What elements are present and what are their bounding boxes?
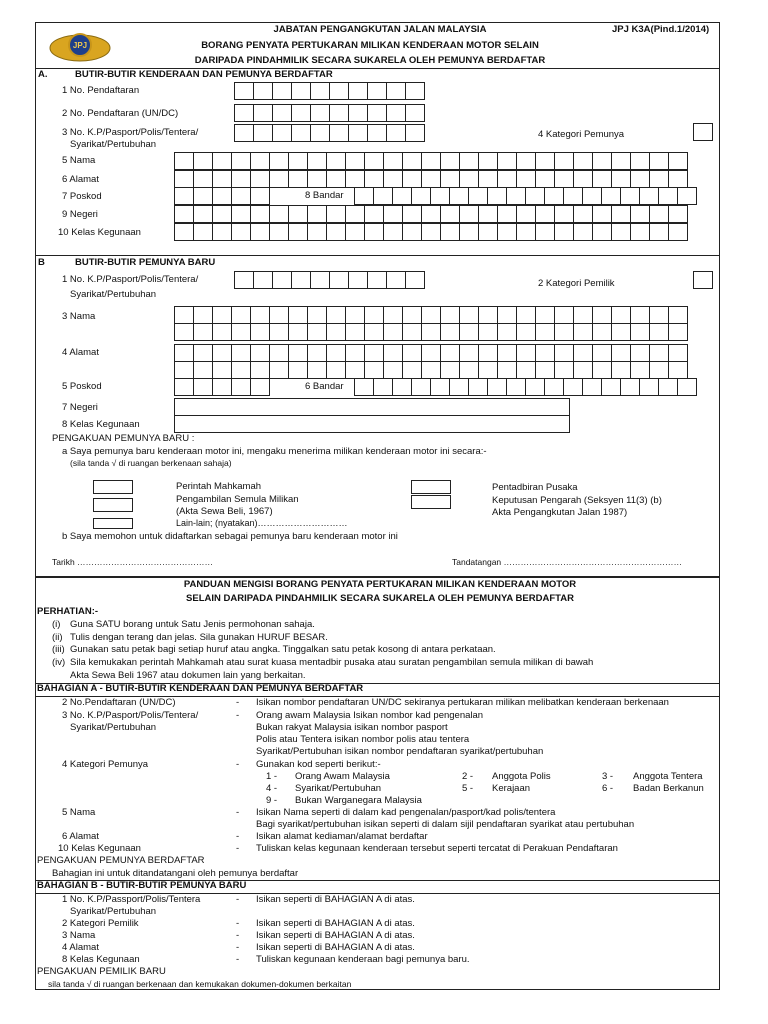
a-field-3-label: 3 No. K.P/Pasport/Polis/Tentera/: [62, 127, 199, 138]
note-1-text: Guna SATU borang untuk Satu Jenis permohonan sahaja.: [70, 619, 315, 630]
guide-a4-text: Gunakan kod seperti berikut:-: [256, 759, 381, 770]
declaration-a-note: (sila tanda √ di ruangan berkenaan sahaja): [70, 458, 232, 468]
b-field-8-label: 8 Kelas Kegunaan: [62, 419, 140, 430]
guide-part-a-title: BAHAGIAN A - BUTIR-BUTIR KENDERAAN DAN PEMUNYA BERDAFTAR: [37, 683, 364, 694]
b-field-1-label-cont: Syarikat/Pertubuhan: [70, 289, 157, 300]
b-field-7-label: 7 Negeri: [62, 402, 98, 413]
code-5-text: Kerajaan: [492, 783, 531, 794]
a-state-boxes[interactable]: [174, 205, 714, 223]
guide-b3-dash: -: [236, 930, 240, 941]
header-line3: DARIPADA PINDAHMILIK SECARA SUKARELA OLEH PEMUNYA BERDAFTAR: [194, 55, 546, 66]
guide-a5-dash: -: [236, 807, 240, 818]
code-4-text: Syarikat/Pertubuhan: [295, 783, 382, 794]
note-2-num: (ii): [52, 632, 63, 643]
date-field[interactable]: Tarikh …………………………………………: [52, 557, 214, 567]
checkbox-court-order[interactable]: [93, 480, 133, 494]
guide-b2-label: 2 Kategori Pemilik: [62, 918, 139, 929]
guide-pengakuan-b: PENGAKUAN PEMILIK BARU: [37, 966, 166, 977]
guide-a3-t4: Syarikat/Pertubuhan isikan nombor pendaftaran syarikat/pertubuhan: [256, 746, 544, 757]
section-b-letter: B: [38, 257, 45, 268]
guide-a2-text: Isikan nombor pendaftaran UN/DC sekiranya pertukaran milikan melibatkan kenderaan berkenaan: [256, 697, 669, 708]
code-2-num: 2 -: [462, 771, 474, 782]
guide-a3-label: 3 No. K.P/Pasport/Polis/Tentera/: [62, 710, 199, 721]
guide-a2-dash: -: [236, 697, 240, 708]
a-address-boxes[interactable]: [174, 170, 714, 188]
guide-a4-dash: -: [236, 759, 240, 770]
b-owner-category-box[interactable]: [693, 271, 713, 289]
guide-title-1: PANDUAN MENGISI BORANG PENYATA PERTUKARAN MILIKAN KENDERAAN MOTOR: [183, 579, 577, 590]
guide-a4-label: 4 Kategori Pemunya: [62, 759, 149, 770]
guide-b4-label: 4 Alamat: [62, 942, 99, 953]
guide-a10-dash: -: [236, 843, 240, 854]
b-field-3-label: 3 Nama: [62, 311, 96, 322]
guide-a6-text: Isikan alamat kediaman/alamat berdaftar: [256, 831, 428, 842]
b-city-boxes[interactable]: [354, 378, 714, 396]
note-4-cont: Akta Sewa Beli 1967 atau dokumen lain yang berkaitan.: [70, 670, 306, 681]
guide-a3-t1: Orang awam Malaysia Isikan nombor kad pengenalan: [256, 710, 484, 721]
b-address-boxes-row1[interactable]: [174, 344, 714, 362]
b-id-boxes[interactable]: [234, 271, 432, 289]
section-b-divider: [35, 255, 720, 256]
b-field-6-label: 6 Bandar: [305, 381, 344, 392]
guide-b4-text: Isikan seperti di BAHAGIAN A di atas.: [256, 942, 415, 953]
code-3-num: 3 -: [602, 771, 614, 782]
guide-a3-label-cont: Syarikat/Pertubuhan: [70, 722, 157, 733]
code-6-num: 6 -: [602, 783, 614, 794]
guide-b1-dash: -: [236, 894, 240, 905]
code-3-text: Anggota Tentera: [633, 771, 703, 782]
a-reg-no-boxes[interactable]: [234, 82, 432, 100]
guide-a3-t3: Polis atau Tentera isikan nombor polis atau tentera: [256, 734, 470, 745]
note-2-text: Tulis dengan terang dan jelas. Sila gunakan HURUF BESAR.: [70, 632, 328, 643]
a-usage-class-boxes[interactable]: [174, 223, 714, 241]
guide-a3-dash: -: [236, 710, 240, 721]
checkbox-director-decision[interactable]: [411, 495, 451, 509]
guide-b8-text: Tuliskan kegunaan kenderaan bagi pemunya baru.: [256, 954, 470, 965]
a-undc-boxes[interactable]: [234, 104, 432, 122]
guide-b8-label: 8 Kelas Kegunaan: [62, 954, 140, 965]
code-1-num: 1 -: [266, 771, 278, 782]
a-id-boxes[interactable]: [234, 124, 432, 142]
a-field-6-label: 6 Alamat: [62, 174, 99, 185]
code-9-text: Bukan Warganegara Malaysia: [295, 795, 422, 806]
a-field-3-label-cont: Syarikat/Pertubuhan: [70, 139, 157, 150]
b-field-4-label: 4 Alamat: [62, 347, 99, 358]
guide-a5-label: 5 Nama: [62, 807, 96, 818]
a-field-10-label: 10 Kelas Kegunaan: [58, 227, 141, 238]
a-owner-category-box[interactable]: [693, 123, 713, 141]
guide-b1-text: Isikan seperti di BAHAGIAN A di atas.: [256, 894, 415, 905]
b-field-1-label: 1 No. K.P/Pasport/Polis/Tentera/: [62, 274, 199, 285]
note-4-text: Sila kemukakan perintah Mahkamah atau surat kuasa mentadbir pusaka atau suratan pengambilan semula milikan di bawah: [70, 657, 594, 668]
guide-part-b-title: BAHAGIAN B - BUTIR-BUTIR PEMUNYA BARU: [37, 880, 247, 891]
guide-b4-dash: -: [236, 942, 240, 953]
a-city-boxes[interactable]: [354, 187, 714, 205]
b-usage-class-field[interactable]: [174, 415, 570, 433]
guide-pengakuan-a-text: Bahagian ini untuk ditandatangani oleh pemunya berdaftar: [52, 868, 299, 879]
code-1-text: Orang Awam Malaysia: [295, 771, 390, 782]
option-director-decision-act: Akta Pengangkutan Jalan 1987): [492, 507, 628, 518]
guide-a10-label: 10 Kelas Kegunaan: [58, 843, 141, 854]
option-repossession-act: (Akta Sewa Beli, 1967): [176, 506, 273, 517]
option-director-decision: Keputusan Pengarah (Seksyen 11(3) (b): [492, 495, 662, 506]
guide-b2-text: Isikan seperti di BAHAGIAN A di atas.: [256, 918, 415, 929]
form-code: JPJ K3A(Pind.1/2014): [612, 24, 710, 35]
note-3-text: Gunakan satu petak bagi setiap huruf atau angka. Tinggalkan satu petak kosong di antara perkataan.: [70, 644, 496, 655]
a-field-7-label: 7 Poskod: [62, 191, 102, 202]
code-6-text: Badan Berkanun: [633, 783, 704, 794]
section-a-letter: A.: [38, 69, 48, 80]
b-address-boxes-row2[interactable]: [174, 361, 714, 379]
guide-pengakuan-a: PENGAKUAN PEMUNYA BERDAFTAR: [37, 855, 205, 866]
b-postcode-boxes[interactable]: [174, 378, 274, 396]
note-1-num: (i): [52, 619, 61, 630]
signature-field[interactable]: Tandatangan ………………………………………………………: [452, 557, 683, 567]
guide-a5-t1: Isikan Nama seperti di dalam kad pengenalan/pasport/kad polis/tentera: [256, 807, 556, 818]
guide-b8-dash: -: [236, 954, 240, 965]
option-repossession: Pengambilan Semula Milikan: [176, 494, 299, 505]
option-estate-admin: Pentadbiran Pusaka: [492, 482, 578, 493]
guide-b3-label: 3 Nama: [62, 930, 96, 941]
a-field-2-label: 2 No. Pendaftaran (UN/DC): [62, 108, 179, 119]
a-field-5-label: 5 Nama: [62, 155, 96, 166]
a-field-8-label: 8 Bandar: [305, 190, 344, 201]
declaration-title: PENGAKUAN PEMUNYA BARU :: [52, 433, 195, 444]
jpj-logo: [45, 26, 115, 66]
guide-title-2: SELAIN DARIPADA PINDAHMILIK SECARA SUKARELA OLEH PEMUNYA BERDAFTAR: [186, 593, 574, 604]
b-name-boxes-row2[interactable]: [174, 323, 714, 341]
header-line1: JABATAN PENGANGKUTAN JALAN MALAYSIA: [273, 24, 487, 35]
code-4-num: 4 -: [266, 783, 278, 794]
guide-b1-label-cont: Syarikat/Pertubuhan: [70, 906, 157, 917]
option-court-order: Perintah Mahkamah: [176, 481, 262, 492]
guide-b1-label: 1 No. K.P/Passport/Polis/Tentera: [62, 894, 201, 905]
a-field-9-label: 9 Negeri: [62, 209, 98, 220]
guide-a10-text: Tuliskan kelas kegunaan kenderaan tersebut seperti tercatat di Perakuan Pendaftaran: [256, 843, 618, 854]
code-9-num: 9 -: [266, 795, 278, 806]
checkbox-repossession[interactable]: [93, 498, 133, 512]
code-5-num: 5 -: [462, 783, 474, 794]
svg-text:JPJ: JPJ: [72, 41, 88, 50]
guide-b2-dash: -: [236, 918, 240, 929]
guide-b3-text: Isikan seperti di BAHAGIAN A di atas.: [256, 930, 415, 941]
b-name-boxes-row1[interactable]: [174, 306, 714, 324]
guide-a3-t2: Bukan rakyat Malaysia isikan nombor pasport: [256, 722, 448, 733]
section-b-title: BUTIR-BUTIR PEMUNYA BARU: [75, 257, 216, 268]
b-field-5-label: 5 Poskod: [62, 381, 102, 392]
declaration-b: b Saya memohon untuk didaftarkan sebagai pemunya baru kenderaan motor ini: [62, 531, 398, 542]
checkbox-estate-admin[interactable]: [411, 480, 451, 494]
a-name-boxes[interactable]: [174, 152, 714, 170]
note-4-num: (iv): [52, 657, 66, 668]
guide-pengakuan-b-text: sila tanda √ di ruangan berkenaan dan kemukakan dokumen-dokumen berkaitan: [48, 979, 352, 989]
guide-a2-label: 2 No.Pendaftaran (UN/DC): [62, 697, 176, 708]
header-line2: BORANG PENYATA PERTUKARAN MILIKAN KENDERAAN MOTOR SELAIN: [201, 40, 539, 51]
b-field-2-label: 2 Kategori Pemilik: [538, 278, 615, 289]
a-field-4-label: 4 Kategori Pemunya: [538, 129, 625, 140]
section-a-title: BUTIR-BUTIR KENDERAAN DAN PEMUNYA BERDAFTAR: [75, 69, 333, 80]
a-field-1-label: 1 No. Pendaftaran: [62, 85, 140, 96]
guide-a6-label: 6 Alamat: [62, 831, 99, 842]
option-others: Lain-lain; (nyatakan)…………………………: [176, 518, 348, 528]
checkbox-others[interactable]: [93, 518, 133, 529]
note-3-num: (iii): [52, 644, 65, 655]
guide-a6-dash: -: [236, 831, 240, 842]
declaration-a: a Saya pemunya baru kenderaan motor ini, mengaku menerima milikan kenderaan motor ini secara:-: [62, 446, 487, 457]
code-2-text: Anggota Polis: [492, 771, 551, 782]
guide-perhatian: PERHATIAN:-: [37, 606, 99, 617]
b-state-field[interactable]: [174, 398, 570, 416]
guide-a5-t2: Bagi syarikat/pertubuhan isikan seperti di dalam sijil pendaftaran syarikat atau pertubuhan: [256, 819, 635, 830]
a-postcode-boxes[interactable]: [174, 187, 274, 205]
